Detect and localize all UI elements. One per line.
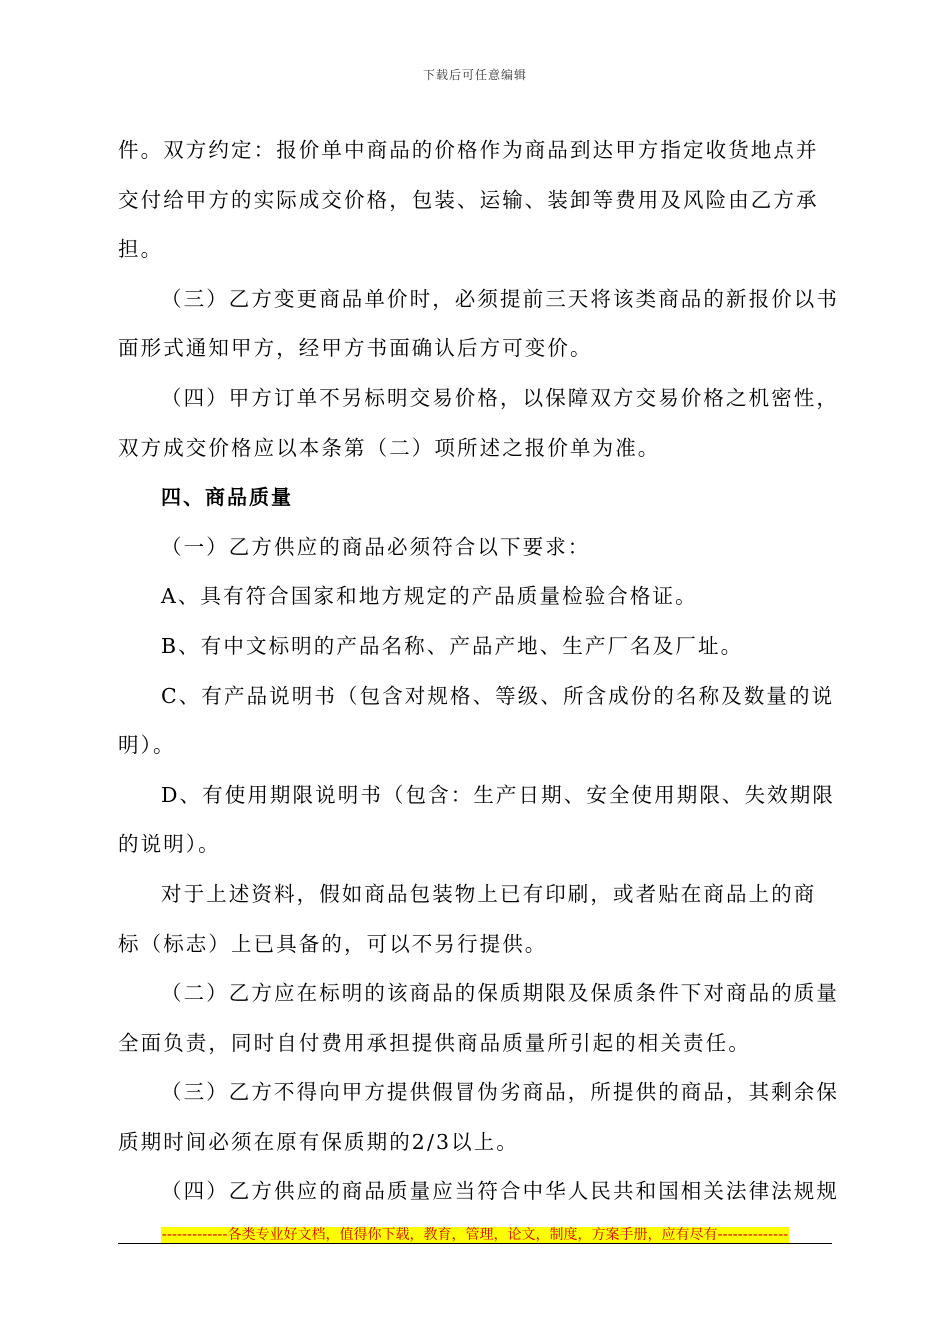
paragraph-line: 交付给甲方的实际成交价格，包装、运输、装卸等费用及风险由乙方承	[118, 187, 819, 212]
section-heading: 四、商品质量	[161, 485, 293, 510]
paragraph-line: （三）乙方不得向甲方提供假冒伪劣商品，所提供的商品，其剩余保	[161, 1080, 839, 1105]
paragraph-line: 标（标志）上已具备的，可以不另行提供。	[118, 931, 548, 956]
paragraph-line: （一）乙方供应的商品必须符合以下要求：	[161, 534, 591, 559]
paragraph-line: D、有使用期限说明书（包含：生产日期、安全使用期限、失效期限	[161, 782, 835, 807]
paragraph-line: 全面负责，同时自付费用承担提供商品质量所引起的相关责任。	[118, 1030, 751, 1055]
paragraph-line: （四）甲方订单不另标明交易价格，以保障双方交易价格之机密性，	[161, 385, 839, 410]
footer-banner	[0, 1224, 950, 1244]
paragraph-line: 双方成交价格应以本条第（二）项所述之报价单为准。	[118, 435, 661, 460]
paragraph-line: （三）乙方变更商品单价时，必须提前三天将该类商品的新报价以书	[161, 286, 839, 311]
page-header: 下载后可任意编辑	[422, 68, 527, 82]
paragraph-line: 对于上述资料，假如商品包装物上已有印刷，或者贴在商品上的商	[161, 881, 817, 906]
paragraph-line: C、有产品说明书（包含对规格、等级、所含成份的名称及数量的说	[161, 683, 835, 708]
paragraph-line: 件。双方约定：报价单中商品的价格作为商品到达甲方指定收货地点并	[118, 138, 819, 162]
paragraph-line: 质期时间必须在原有保质期的2/3以上。	[118, 1129, 519, 1154]
paragraph-line: 的说明）。	[118, 832, 221, 857]
paragraph-line: 担。	[118, 237, 164, 262]
footer-divider	[118, 1243, 832, 1244]
paragraph-line: B、有中文标明的产品名称、产品产地、生产厂名及厂址。	[161, 633, 744, 658]
document-body	[118, 130, 839, 1221]
paragraph-line: （四）乙方供应的商品质量应当符合中华人民共和国相关法律法规规	[161, 1179, 839, 1204]
paragraph-line: A、具有符合国家和地方规定的产品质量检验合格证。	[161, 584, 698, 609]
paragraph-line: （二）乙方应在标明的该商品的保质期限及保质条件下对商品的质量	[161, 981, 839, 1006]
paragraph-line: 明）。	[118, 733, 176, 758]
paragraph-line: 面形式通知甲方，经甲方书面确认后方可变价。	[118, 336, 593, 361]
footer-banner-text: -------------各类专业好文档，值得你下载，教育，管理，论文，制度，方案手册，应有尽有--------------	[161, 1227, 789, 1243]
